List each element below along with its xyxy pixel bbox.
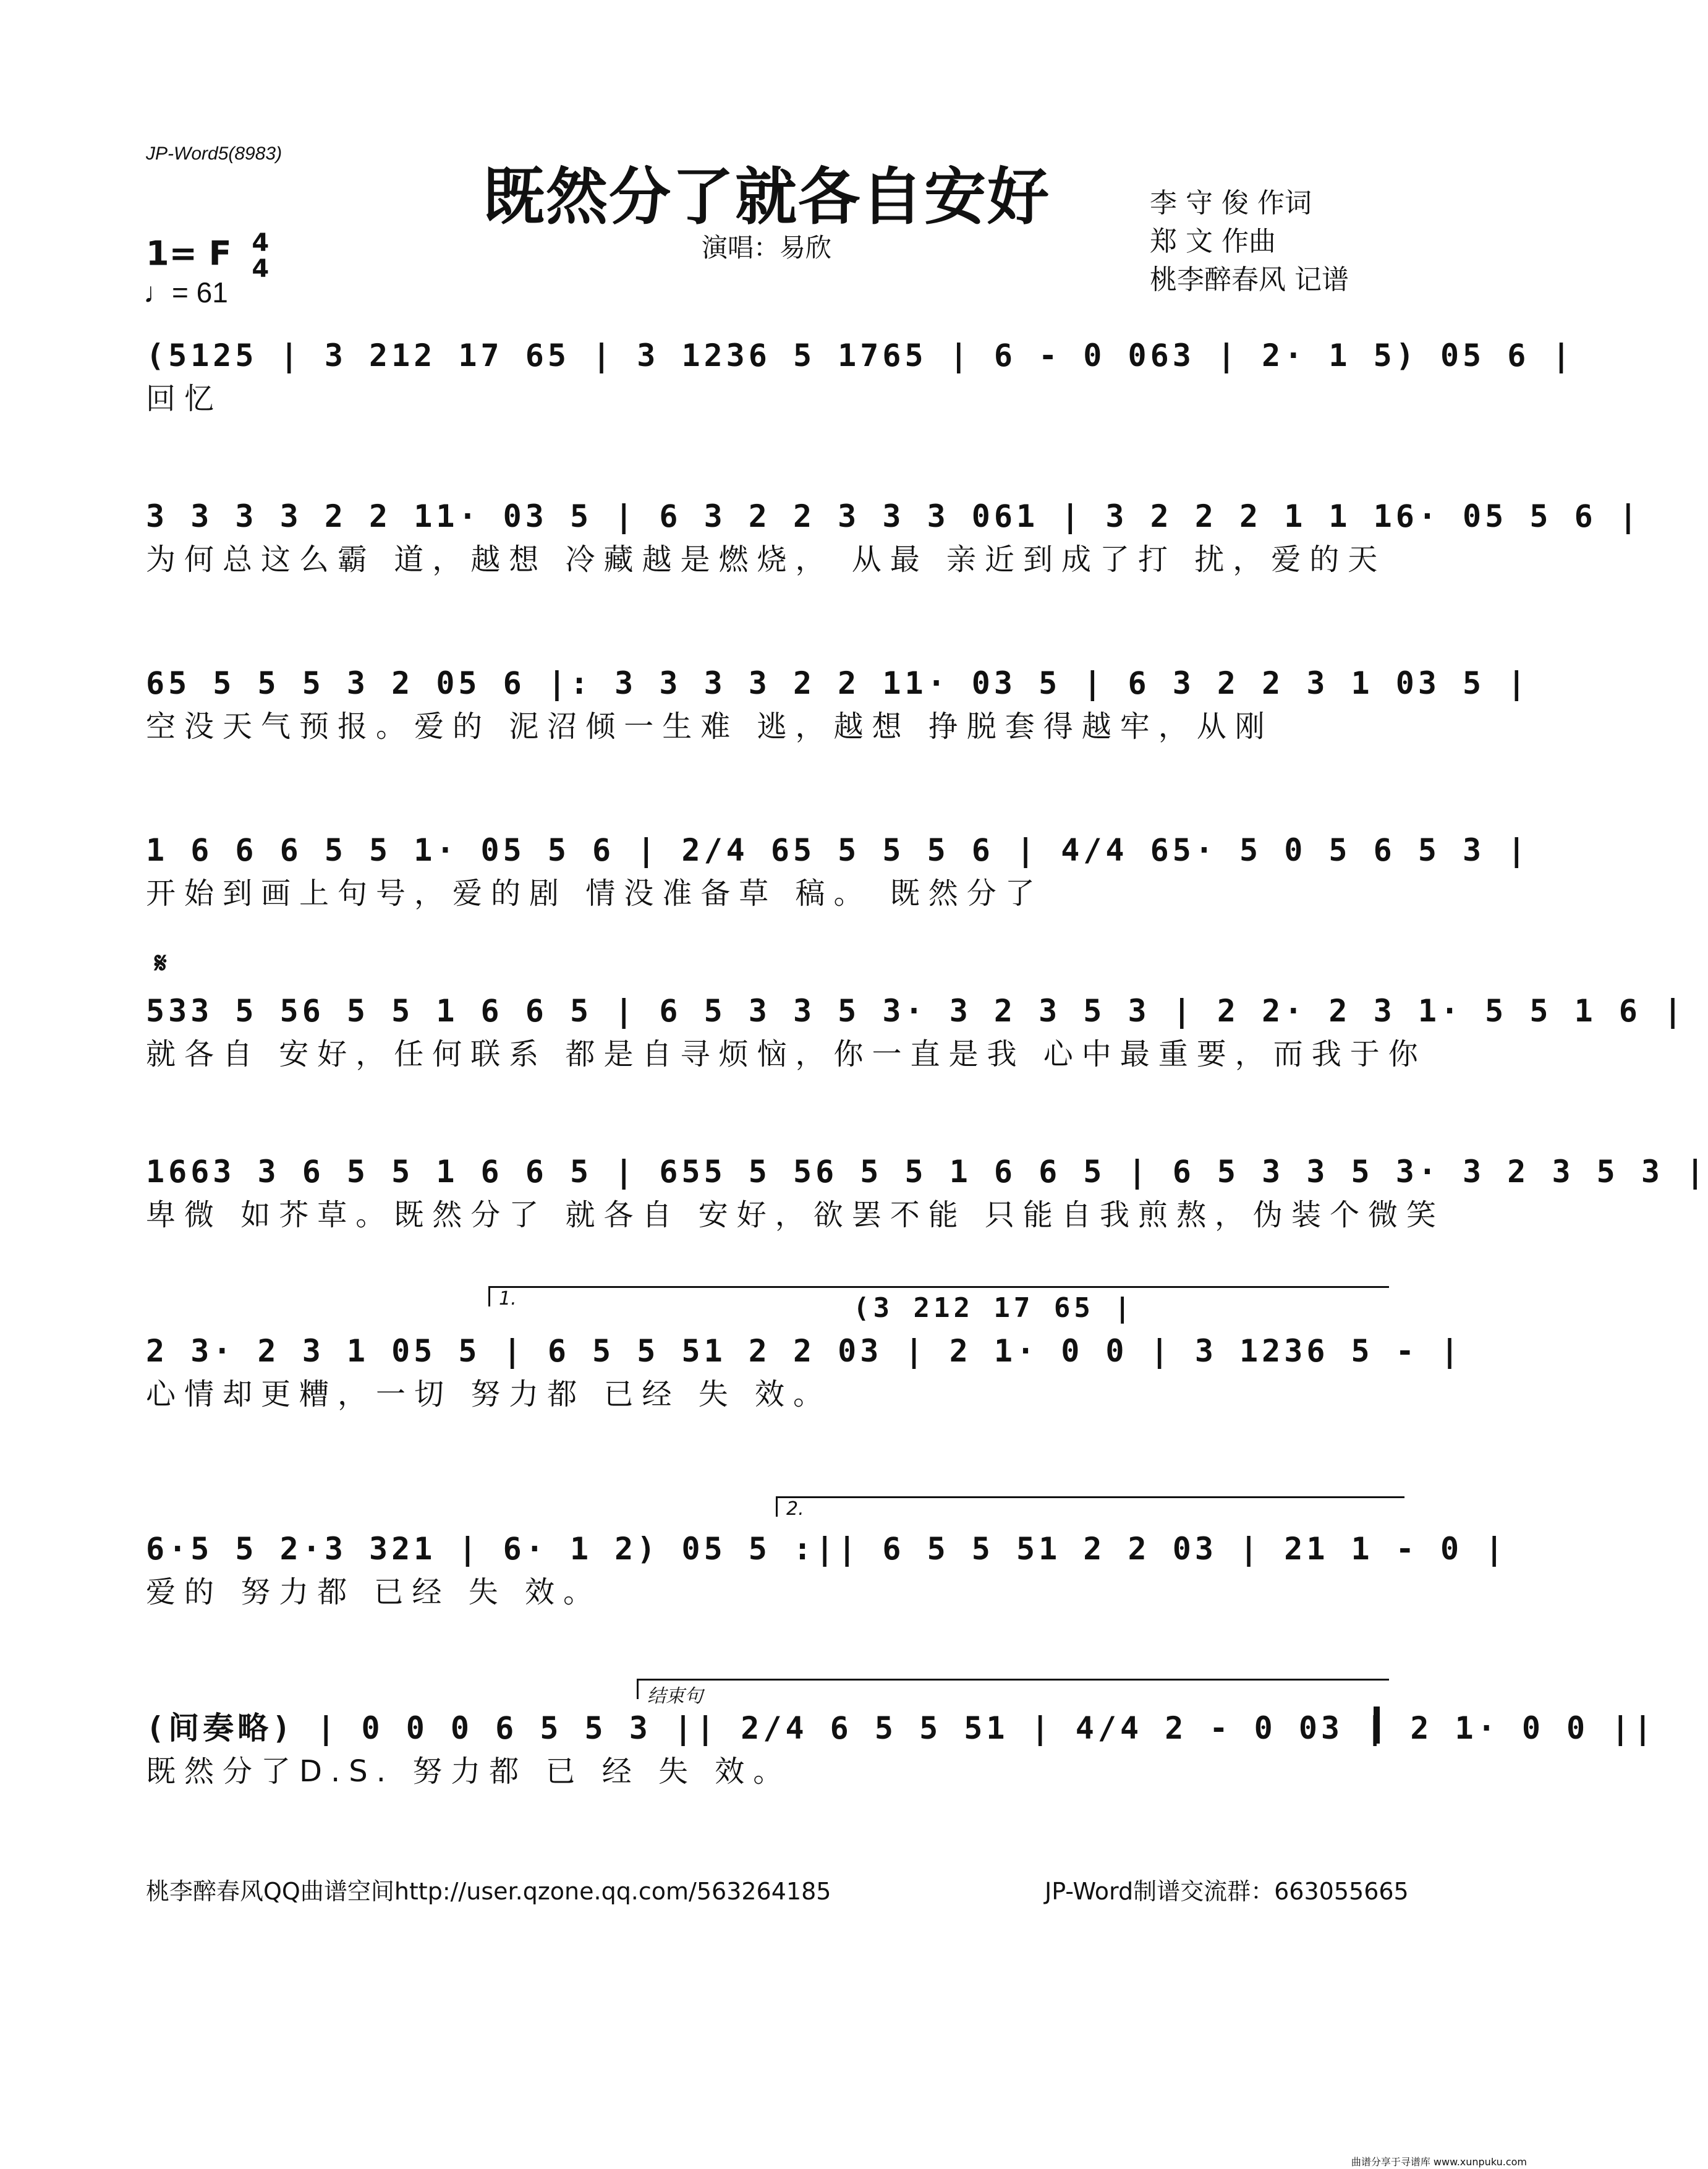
volta-2-bracket	[776, 1496, 1404, 1520]
volta-1-label: 1.	[499, 1288, 517, 1310]
time-sig-bottom: 4	[252, 255, 270, 283]
final-barline	[1374, 1707, 1380, 1744]
composer-credit: 郑 文 作曲	[1150, 226, 1276, 257]
segno-sign: 𝄋	[155, 946, 167, 979]
score-row-6	[146, 1150, 1708, 1237]
notes-line: 533 5 56 5 5 1 6 6 5 | 6 5 3 3 5 3· 3 2 3 5 3 | 2 2· 2 3 1· 5 5 1 6 |	[146, 993, 1686, 1029]
score-row-8	[146, 1527, 1508, 1614]
score-row-4	[146, 829, 1530, 915]
score-row-9	[146, 1707, 1656, 1793]
score-row-3	[146, 662, 1530, 748]
notes-line: 6·5 5 2·3 321 | 6· 1 2) 05 5 :|| 6 5 5 51 2 2 03 | 21 1 - 0 |	[146, 1531, 1508, 1567]
footer-right-credit: JP-Word制谱交流群：663055665	[1045, 1878, 1409, 1905]
lyrics-line: 回忆	[146, 381, 223, 416]
credits-block	[1150, 184, 1349, 299]
lyrics-line: 空没天气预报。爱的 泥沼倾一生难 逃，越想 挣脱套得越牢，从刚	[146, 709, 1273, 744]
lyrics-line: 为何总这么霸 道，越想 冷藏越是燃烧， 从最 亲近到成了打 扰，爱的天	[146, 542, 1387, 577]
notes-line: (5125 | 3 212 17 65 | 3 1236 5 1765 | 6 - 0 063 | 2· 1 5) 05 6 |	[146, 338, 1574, 373]
notes-line: 3 3 3 3 2 2 11· 03 5 | 6 3 2 2 3 3 3 061 | 3 2 2 2 1 1 16· 05 5 6 |	[146, 498, 1641, 534]
time-sig-top: 4	[252, 229, 270, 257]
score-row-5	[146, 989, 1686, 1076]
software-version: JP-Word5(8983)	[146, 143, 283, 164]
lyrics-line: 心情却更糟，一切 努力都 已经 失 效。	[146, 1377, 832, 1412]
score-row-2	[146, 495, 1641, 581]
tempo-mark: ♩= 61	[143, 276, 228, 309]
singer-credit: 演唱：易欣	[701, 232, 831, 263]
score-row-1	[146, 334, 1574, 420]
ending-label: 结束句	[647, 1685, 703, 1707]
score-row-7	[146, 1329, 1463, 1416]
coda-overlay-notes: (3 212 17 65 |	[853, 1292, 1134, 1324]
song-title: 既然分了就各自安好	[483, 160, 1050, 233]
transcriber-credit: 桃李醉春风 记谱	[1150, 264, 1349, 296]
ending-bracket	[637, 1679, 1389, 1707]
lyricist-credit: 李 守 俊 作词	[1150, 187, 1312, 219]
corner-watermark: 曲谱分享于寻谱库 www.xunpuku.com	[1351, 2156, 1527, 2168]
volta-2-label: 2.	[786, 1498, 804, 1520]
lyrics-line: 开始到画上句号，爱的剧 情没准备草 稿。 既然分了	[146, 876, 1043, 911]
key-signature	[146, 230, 269, 282]
notes-line: (间奏略) | 0 0 0 6 5 5 3 || 2/4 6 5 5 51 | 4/4 2 - 0 03 | 2 1· 0 0 ||	[146, 1710, 1656, 1746]
lyrics-line: 既然分了D.S. 努力都 已 经 失 效。	[146, 1754, 792, 1789]
footer-left-credit: 桃李醉春风QQ曲谱空间http://user.qzone.qq.com/563264185	[146, 1878, 831, 1905]
notes-line: 1 6 6 6 5 5 1· 05 5 6 | 2/4 65 5 5 5 6 | 4/4 65· 5 0 5 6 5 3 |	[146, 832, 1530, 868]
notes-line: 1663 3 6 5 5 1 6 6 5 | 655 5 56 5 5 1 6 6 5 | 6 5 3 3 5 3· 3 2 3 5 3 |	[146, 1154, 1708, 1190]
lyrics-line: 就各自 安好，任何联系 都是自寻烦恼，你一直是我 心中最重要，而我于你	[146, 1037, 1427, 1072]
lyrics-line: 爱的 努力都 已经 失 效。	[146, 1575, 602, 1609]
key-label: 1= F	[146, 234, 232, 273]
time-signature	[252, 230, 269, 282]
notes-line: 2 3· 2 3 1 05 5 | 6 5 5 51 2 2 03 | 2 1· 0 0 | 3 1236 5 - |	[146, 1333, 1463, 1369]
notes-line: 65 5 5 5 3 2 05 6 |: 3 3 3 3 2 2 11· 03 5 | 6 3 2 2 3 1 03 5 |	[146, 665, 1530, 701]
lyrics-line: 卑微 如芥草。既然分了 就各自 安好，欲罢不能 只能自我煎熬，伪装个微笑	[146, 1198, 1445, 1232]
